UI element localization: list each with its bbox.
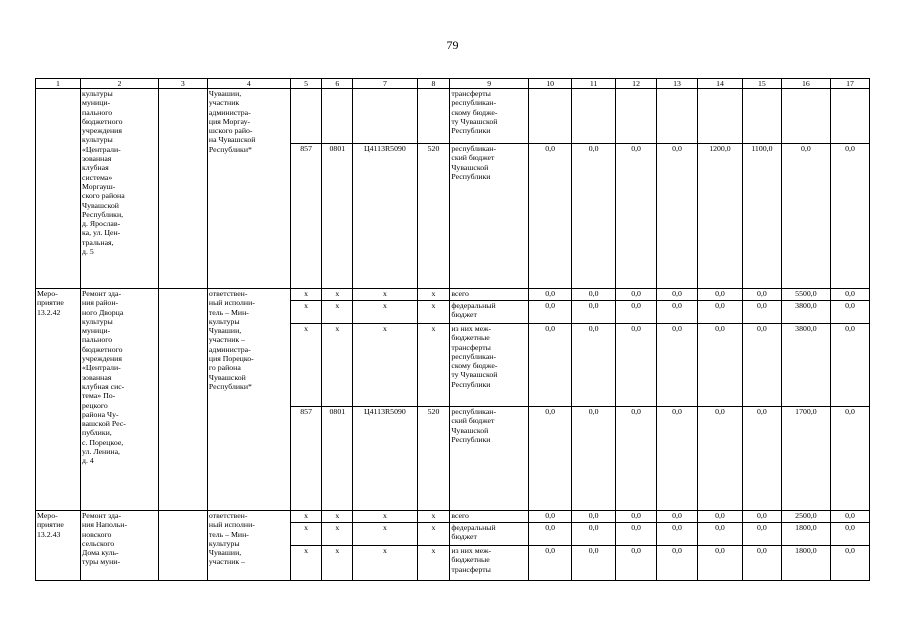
amount-cell: 0,0 xyxy=(697,324,742,407)
column-header-13: 13 xyxy=(657,79,698,89)
grbs-code-cell: x xyxy=(290,301,322,324)
amount-cell: 0,0 xyxy=(572,301,616,324)
amount-cell xyxy=(781,89,830,144)
object-name-cell-line: ния район- xyxy=(82,298,119,308)
funding-source-cell-line: скому бюдже- xyxy=(451,361,498,371)
funding-source-cell-line: республикан- xyxy=(451,98,497,108)
object-name-cell-line: ул. Ленина, xyxy=(82,447,120,457)
object-name-cell-line: клубная xyxy=(82,163,109,173)
funding-source-cell-line: Чувашской xyxy=(451,425,489,435)
object-name-cell-line: ния Напольн- xyxy=(82,520,128,530)
column-header-12: 12 xyxy=(616,79,657,89)
amount-cell: 0,0 xyxy=(529,511,572,523)
measure-cell xyxy=(36,511,81,581)
funding-source-cell-line: ский бюджет xyxy=(451,416,495,426)
amount-cell: 0,0 xyxy=(529,301,572,324)
object-name-cell-line: Республики, xyxy=(82,209,124,219)
amount-cell: 0,0 xyxy=(657,301,698,324)
amount-cell: 0,0 xyxy=(616,289,657,301)
object-name-cell-line: тема» По- xyxy=(82,391,116,401)
object-name-cell-line: новского xyxy=(82,529,112,539)
amount-cell: 0,0 xyxy=(657,144,698,289)
executor-cell-line: ция Порецко- xyxy=(208,354,254,364)
amount-cell: 0,0 xyxy=(742,546,781,581)
funding-source-cell-line: Республики xyxy=(451,434,491,444)
amount-cell: 0,0 xyxy=(657,407,698,511)
section-code-cell: x xyxy=(322,301,353,324)
measure-cell xyxy=(36,89,81,289)
object-name-cell xyxy=(81,511,159,581)
target-item-cell: x xyxy=(353,546,417,581)
funding-source-cell-line: из них меж- xyxy=(451,546,492,555)
measure-cell-line: приятие xyxy=(37,520,64,530)
object-name-cell-line: культуры xyxy=(82,89,113,98)
amount-cell: 0,0 xyxy=(572,324,616,407)
executor-cell-line: Чувашии, xyxy=(208,326,242,336)
funding-source-cell-line: трансферты xyxy=(451,342,491,352)
object-name-cell-line: культуры xyxy=(82,135,113,145)
amount-cell: 0,0 xyxy=(616,523,657,546)
section-code-cell: x xyxy=(322,546,353,581)
target-item-cell: Ц4113R5090 xyxy=(353,144,417,289)
column-header-10: 10 xyxy=(529,79,572,89)
column-header-11: 11 xyxy=(572,79,616,89)
col3-cell xyxy=(158,89,207,289)
amount-cell: 0,0 xyxy=(697,289,742,301)
column-header-15: 15 xyxy=(742,79,781,89)
funding-source-cell xyxy=(450,289,529,301)
object-name-cell-line: «Централи- xyxy=(82,363,121,373)
funding-source-cell-line: ский бюджет xyxy=(451,153,495,163)
object-name-cell-line: система» xyxy=(82,172,113,182)
target-item-cell: Ц4113R5090 xyxy=(353,407,417,511)
amount-cell: 1200,0 xyxy=(697,144,742,289)
funding-source-cell-line: федеральный xyxy=(451,301,496,310)
executor-cell-line: культуры xyxy=(208,538,240,548)
measure-cell xyxy=(36,289,81,511)
amount-cell: 0,0 xyxy=(529,324,572,407)
object-name-cell-line: зованная xyxy=(82,372,112,382)
amount-cell xyxy=(697,89,742,144)
expense-type-cell: x xyxy=(417,546,450,581)
amount-cell: 0,0 xyxy=(572,511,616,523)
object-name-cell-line: д. 4 xyxy=(82,456,94,466)
object-name-cell-line: ка, ул. Цен- xyxy=(82,228,121,238)
object-name-cell-line: бюджетного xyxy=(82,344,123,354)
amount-cell xyxy=(830,89,869,144)
table-row xyxy=(36,89,870,144)
object-name-cell-line: Чувашской xyxy=(82,200,119,210)
amount-cell: 0,0 xyxy=(742,324,781,407)
column-header-2: 2 xyxy=(81,79,159,89)
target-item-cell: x xyxy=(353,523,417,546)
amount-cell: 2500,0 xyxy=(781,511,830,523)
object-name-cell-line: Моргауш- xyxy=(82,181,116,191)
section-code-cell: x xyxy=(322,511,353,523)
executor-cell-line: ция Моргау- xyxy=(208,116,251,126)
amount-cell: 0,0 xyxy=(572,289,616,301)
executor-cell-line: Чувашской xyxy=(208,372,246,382)
object-name-cell-line: вашской Рес- xyxy=(82,419,126,429)
executor-cell xyxy=(207,511,290,581)
amount-cell: 0,0 xyxy=(572,407,616,511)
section-code-cell: 0801 xyxy=(322,144,353,289)
measure-cell-line: приятие xyxy=(37,298,64,308)
amount-cell: 0,0 xyxy=(781,144,830,289)
amount-cell xyxy=(572,89,616,144)
amount-cell: 1700,0 xyxy=(781,407,830,511)
amount-cell: 0,0 xyxy=(830,144,869,289)
funding-source-cell xyxy=(450,511,529,523)
executor-cell-line: тель – Мин- xyxy=(208,307,249,317)
column-header-7: 7 xyxy=(353,79,417,89)
funding-source-cell-line: Республики xyxy=(451,379,491,389)
funding-source-cell xyxy=(450,546,529,581)
executor-cell-line: ный исполни- xyxy=(208,520,255,530)
expense-type-cell: x xyxy=(417,301,450,324)
amount-cell: 1100,0 xyxy=(742,144,781,289)
column-header-8: 8 xyxy=(417,79,450,89)
object-name-cell xyxy=(81,289,159,511)
amount-cell: 0,0 xyxy=(657,289,698,301)
funding-source-cell-line: всего xyxy=(451,511,469,520)
executor-cell-line: администра- xyxy=(208,107,251,117)
executor-cell-line: администра- xyxy=(208,344,251,354)
funding-source-cell-line: Республики xyxy=(451,126,491,136)
amount-cell: 0,0 xyxy=(616,144,657,289)
object-name-cell-line: учреждения xyxy=(82,126,122,136)
object-name-cell-line: Ремонт зда- xyxy=(82,289,122,298)
amount-cell: 0,0 xyxy=(830,324,869,407)
object-name-cell-line: пального xyxy=(82,335,113,345)
amount-cell: 0,0 xyxy=(657,511,698,523)
executor-cell xyxy=(207,89,290,289)
column-header-3: 3 xyxy=(158,79,207,89)
amount-cell: 0,0 xyxy=(697,511,742,523)
amount-cell: 0,0 xyxy=(616,301,657,324)
amount-cell: 0,0 xyxy=(830,511,869,523)
grbs-code-cell: 857 xyxy=(290,407,322,511)
funding-source-cell-line: ту Чувашской xyxy=(451,116,498,126)
amount-cell: 0,0 xyxy=(830,301,869,324)
object-name-cell-line: муници- xyxy=(82,98,111,108)
funding-source-cell-line: бюджет xyxy=(451,310,477,320)
object-name-cell-line: «Централи- xyxy=(82,144,121,154)
measure-cell-line: Меро- xyxy=(37,289,58,298)
executor-cell-line: Чувашии, xyxy=(208,89,242,98)
executor-cell-line: го района xyxy=(208,363,241,373)
column-header-16: 16 xyxy=(781,79,830,89)
column-header-14: 14 xyxy=(697,79,742,89)
amount-cell xyxy=(616,89,657,144)
executor-cell-line: Чувашии, xyxy=(208,548,242,558)
executor-cell-line: шского райо- xyxy=(208,126,253,136)
object-name-cell-line: с. Порецкое, xyxy=(82,437,124,447)
column-header-9: 9 xyxy=(450,79,529,89)
amount-cell: 0,0 xyxy=(830,289,869,301)
amount-cell xyxy=(657,89,698,144)
funding-source-cell-line: бюджет xyxy=(451,532,477,542)
amount-cell: 0,0 xyxy=(572,523,616,546)
funding-source-cell-line: республикан- xyxy=(451,144,497,153)
amount-cell: 0,0 xyxy=(529,289,572,301)
object-name-cell-line: муници- xyxy=(82,326,111,336)
object-name-cell-line: Ремонт зда- xyxy=(82,511,122,520)
expense-type-cell: x xyxy=(417,523,450,546)
amount-cell: 0,0 xyxy=(742,511,781,523)
target-item-cell xyxy=(353,89,417,144)
amount-cell: 0,0 xyxy=(529,523,572,546)
funding-source-cell-line: бюджетные xyxy=(451,333,490,343)
amount-cell: 0,0 xyxy=(529,144,572,289)
executor-cell-line: участник xyxy=(208,98,240,108)
executor-cell-line: тель – Мин- xyxy=(208,529,249,539)
col3-cell xyxy=(158,289,207,511)
executor-cell-line: ный исполни- xyxy=(208,298,255,308)
funding-source-cell xyxy=(450,407,529,511)
table-row xyxy=(36,511,870,523)
col3-cell xyxy=(158,511,207,581)
object-name-cell-line: бюджетного xyxy=(82,116,123,126)
executor-cell-line: ответствен- xyxy=(208,289,248,298)
amount-cell: 1800,0 xyxy=(781,523,830,546)
target-item-cell: x xyxy=(353,289,417,301)
expense-type-cell: x xyxy=(417,289,450,301)
amount-cell: 0,0 xyxy=(616,546,657,581)
amount-cell: 0,0 xyxy=(572,144,616,289)
amount-cell: 3800,0 xyxy=(781,324,830,407)
funding-source-cell-line: трансферты xyxy=(451,89,491,98)
target-item-cell: x xyxy=(353,324,417,407)
amount-cell: 0,0 xyxy=(529,407,572,511)
header-row xyxy=(36,79,870,89)
executor-cell-line: на Чувашской xyxy=(208,135,256,145)
object-name-cell-line: рецкого xyxy=(82,400,108,410)
amount-cell xyxy=(742,89,781,144)
funding-source-cell-line: федеральный xyxy=(451,523,496,532)
section-code-cell xyxy=(322,89,353,144)
amount-cell: 1800,0 xyxy=(781,546,830,581)
funding-source-cell-line: республикан- xyxy=(451,407,497,416)
grbs-code-cell: x xyxy=(290,546,322,581)
funding-source-cell xyxy=(450,144,529,289)
amount-cell: 0,0 xyxy=(697,301,742,324)
object-name-cell-line: зованная xyxy=(82,154,112,164)
funding-source-cell-line: Республики xyxy=(451,171,491,181)
expense-type-cell: 520 xyxy=(417,144,450,289)
section-code-cell: 0801 xyxy=(322,407,353,511)
executor-cell-line: участник – xyxy=(208,335,246,345)
funding-source-cell-line: Чувашской xyxy=(451,162,489,172)
funding-source-cell-line: бюджетные xyxy=(451,555,490,565)
page-number: 79 xyxy=(446,38,459,52)
measure-cell-line: Меро- xyxy=(37,511,58,520)
object-name-cell-line: пального xyxy=(82,107,113,117)
object-name-cell-line: сельского xyxy=(82,538,115,548)
object-name-cell-line: Дома куль- xyxy=(82,548,119,558)
measure-cell-line: 13.2.43 xyxy=(37,529,61,539)
expense-type-cell: 520 xyxy=(417,407,450,511)
amount-cell xyxy=(529,89,572,144)
executor-cell-line: культуры xyxy=(208,316,240,326)
funding-source-cell xyxy=(450,89,529,144)
target-item-cell: x xyxy=(353,511,417,523)
funding-source-cell xyxy=(450,301,529,324)
grbs-code-cell: x xyxy=(290,523,322,546)
amount-cell: 0,0 xyxy=(742,407,781,511)
executor-cell-line: Республики* xyxy=(208,144,252,154)
amount-cell: 0,0 xyxy=(830,407,869,511)
executor-cell-line: ответствен- xyxy=(208,511,248,520)
column-header-6: 6 xyxy=(322,79,353,89)
section-code-cell: x xyxy=(322,324,353,407)
amount-cell: 0,0 xyxy=(657,546,698,581)
amount-cell: 0,0 xyxy=(742,289,781,301)
funding-source-cell xyxy=(450,324,529,407)
column-header-5: 5 xyxy=(290,79,322,89)
funding-source-cell-line: ту Чувашской xyxy=(451,370,498,380)
grbs-code-cell: x xyxy=(290,324,322,407)
object-name-cell-line: ного Дворца xyxy=(82,307,124,317)
executor-cell-line: Республики* xyxy=(208,381,252,391)
object-name-cell-line: д. Ярослав- xyxy=(82,219,121,229)
executor-cell xyxy=(207,289,290,511)
amount-cell: 0,0 xyxy=(657,523,698,546)
amount-cell: 0,0 xyxy=(616,324,657,407)
object-name-cell xyxy=(81,89,159,289)
amount-cell: 0,0 xyxy=(830,546,869,581)
funding-source-cell-line: из них меж- xyxy=(451,324,492,333)
object-name-cell-line: тральная, xyxy=(82,237,114,247)
column-header-4: 4 xyxy=(207,79,290,89)
funding-source-cell-line: всего xyxy=(451,289,469,298)
object-name-cell-line: культуры xyxy=(82,316,113,326)
amount-cell: 0,0 xyxy=(616,407,657,511)
column-header-17: 17 xyxy=(830,79,869,89)
column-header-1: 1 xyxy=(36,79,81,89)
amount-cell: 0,0 xyxy=(572,546,616,581)
grbs-code-cell: x xyxy=(290,511,322,523)
expense-type-cell xyxy=(417,89,450,144)
object-name-cell-line: учреждения xyxy=(82,354,122,364)
amount-cell: 0,0 xyxy=(616,511,657,523)
executor-cell-line: участник – xyxy=(208,557,246,567)
object-name-cell-line: публики, xyxy=(82,428,112,438)
amount-cell: 0,0 xyxy=(742,301,781,324)
amount-cell: 5500,0 xyxy=(781,289,830,301)
funding-source-cell-line: республикан- xyxy=(451,351,497,361)
grbs-code-cell: 857 xyxy=(290,144,322,289)
amount-cell: 0,0 xyxy=(697,407,742,511)
measure-cell-line: 13.2.42 xyxy=(37,307,61,317)
object-name-cell-line: ского района xyxy=(82,191,125,201)
object-name-cell-line: д. 5 xyxy=(82,247,94,257)
amount-cell: 0,0 xyxy=(657,324,698,407)
grbs-code-cell: x xyxy=(290,289,322,301)
funding-source-cell-line: трансферты xyxy=(451,564,491,574)
amount-cell: 0,0 xyxy=(697,523,742,546)
grbs-code-cell xyxy=(290,89,322,144)
budget-table xyxy=(35,78,870,581)
section-code-cell: x xyxy=(322,523,353,546)
table-row xyxy=(36,289,870,301)
amount-cell: 0,0 xyxy=(697,546,742,581)
section-code-cell: x xyxy=(322,289,353,301)
object-name-cell-line: района Чу- xyxy=(82,409,119,419)
object-name-cell-line: клубная сис- xyxy=(82,381,125,391)
funding-source-cell xyxy=(450,523,529,546)
amount-cell: 3800,0 xyxy=(781,301,830,324)
amount-cell: 0,0 xyxy=(742,523,781,546)
expense-type-cell: x xyxy=(417,324,450,407)
amount-cell: 0,0 xyxy=(529,546,572,581)
target-item-cell: x xyxy=(353,301,417,324)
expense-type-cell: x xyxy=(417,511,450,523)
object-name-cell-line: туры муни- xyxy=(82,557,121,567)
amount-cell: 0,0 xyxy=(830,523,869,546)
funding-source-cell-line: скому бюдже- xyxy=(451,107,498,117)
